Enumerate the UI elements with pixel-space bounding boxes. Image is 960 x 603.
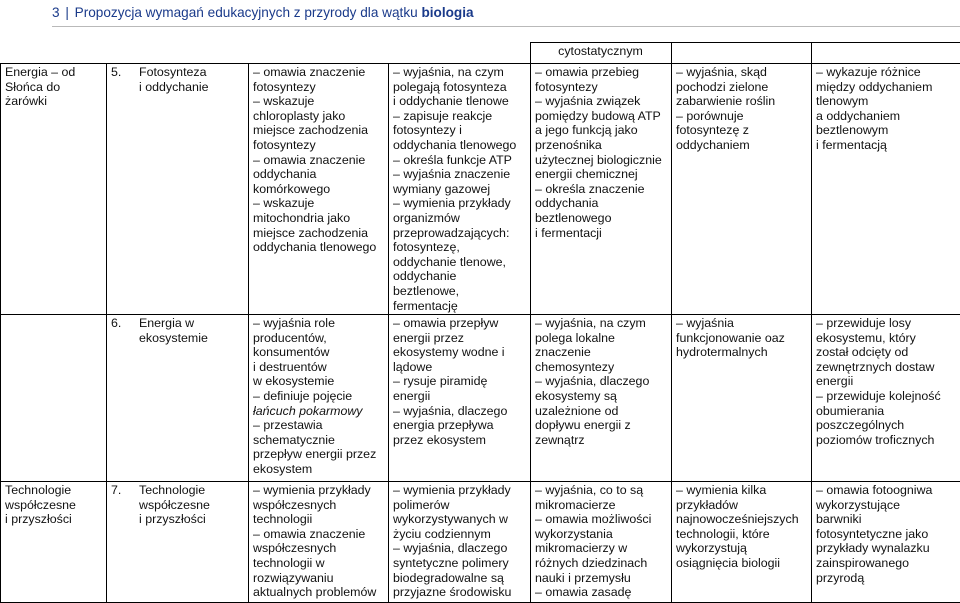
cell-line: – omawia przepływ <box>393 316 525 331</box>
table-row <box>1 64 960 315</box>
cell-line: życiu codziennym <box>393 527 525 542</box>
page-header <box>52 2 474 24</box>
cell-line: organizmów <box>393 211 525 226</box>
cell-line: energii <box>816 374 955 389</box>
cell-line: i przyszłości <box>5 512 101 527</box>
cell-line: biodegradowalne są <box>393 571 525 586</box>
cell-line: mikromacierze <box>535 498 666 513</box>
topic-cell <box>107 64 249 315</box>
cell-line: konsumentów <box>253 345 383 360</box>
cell-line: ekosystemie <box>139 331 227 346</box>
cell-line: wymiany gazowej <box>393 182 525 197</box>
cell-line: Energia w <box>139 316 227 331</box>
cell-line: technologii, które <box>676 527 806 542</box>
cell-line: – wymienia przykłady <box>393 483 525 498</box>
cell-line: – wyjaśnia znaczenie <box>393 167 525 182</box>
requirement-cell-excellent <box>812 64 960 315</box>
requirement-cell-extended <box>389 64 531 315</box>
cell-line: beztlenowym <box>816 123 955 138</box>
area-cell <box>1 64 107 315</box>
cell-line: użytecznej biologicznie <box>535 153 666 168</box>
cell-line: oddychania <box>535 196 666 211</box>
cell-line: hydrotermalnych <box>676 345 806 360</box>
cell-line: chloroplasty jako <box>253 109 383 124</box>
cell-line: a oddychaniem <box>816 109 955 124</box>
cell-line: technologii <box>253 512 383 527</box>
cell-line: i oddychanie <box>139 80 227 95</box>
cell-line: poziomów troficznych <box>816 433 955 448</box>
requirement-cell-basic <box>249 315 389 482</box>
requirement-cell-advanced <box>531 315 672 482</box>
cell-line: oddychaniem <box>676 138 806 153</box>
page-number: 3 <box>52 5 60 20</box>
cell-line: współczesne <box>139 498 227 513</box>
lesson-number: 5. <box>111 65 139 80</box>
cell-line: chemosyntezy <box>535 360 666 375</box>
cell-line: został odcięty od <box>816 345 955 360</box>
cell-line: fotosyntezy i <box>393 123 525 138</box>
cell-line: fermentację <box>393 299 525 314</box>
requirement-cell-basic <box>249 64 389 315</box>
lesson-topic <box>139 316 227 345</box>
cell-line: – przewiduje losy <box>816 316 955 331</box>
cell-line: zabarwienie roślin <box>676 94 806 109</box>
requirement-cell-excellent <box>812 482 960 603</box>
topic-cell <box>107 482 249 603</box>
cell-line: obumierania <box>816 404 955 419</box>
cell-line: – omawia znaczenie <box>253 527 383 542</box>
cell-line: – wyjaśnia, dlaczego <box>393 541 525 556</box>
cell-line: oddychania tlenowego <box>393 138 525 153</box>
cell-line: i oddychanie tlenowe <box>393 94 525 109</box>
cell-line: tlenowym <box>816 94 955 109</box>
cell-line: przeprowadzających: <box>393 226 525 241</box>
cell-line: – wyjaśnia, skąd <box>676 65 806 80</box>
cell-line: między oddychaniem <box>816 80 955 95</box>
cell-line: – wyjaśnia, na czym <box>535 316 666 331</box>
header-title-emphasis: biologia <box>421 5 473 20</box>
cell-line: fotosyntezy <box>253 138 383 153</box>
cell-line: – rysuje piramidę <box>393 374 525 389</box>
cell-line: oddychania tlenowego <box>253 240 383 255</box>
cell-line: fotosyntezę z <box>676 123 806 138</box>
cell-line: fotosyntezy <box>253 80 383 95</box>
cell-line: przenośnika <box>535 138 666 153</box>
continuation-cell: cytostatycznym <box>531 43 672 64</box>
cell-line: i destruentów <box>253 360 383 375</box>
cell-line: ekosystem <box>253 462 383 477</box>
cell-line: – omawia możliwości <box>535 512 666 527</box>
cell-line: osiągnięcia biologii <box>676 556 806 571</box>
lesson-topic <box>139 65 227 94</box>
cell-line: współczesnych <box>253 498 383 513</box>
area-cell <box>1 482 107 603</box>
lesson-number: 6. <box>111 316 139 331</box>
cell-line: – wyjaśnia, dlaczego <box>535 374 666 389</box>
cell-line: lądowe <box>393 360 525 375</box>
cell-line: energii <box>393 389 525 404</box>
cell-line: żarówki <box>5 94 101 109</box>
cell-line: Technologie <box>139 483 227 498</box>
lesson-number: 7. <box>111 483 139 498</box>
cell-line: polegają fotosynteza <box>393 80 525 95</box>
cell-line: polega lokalne <box>535 331 666 346</box>
cell-line: – wskazuje <box>253 94 383 109</box>
table-row <box>1 482 960 603</box>
cell-line: zewnętrznych dostaw <box>816 360 955 375</box>
cell-line: i przyszłości <box>139 512 227 527</box>
cell-line: poszczególnych <box>816 418 955 433</box>
cell-line: polimerów <box>393 498 525 513</box>
cell-line: wykorzystywanych w <box>393 512 525 527</box>
cell-line: Słońca do <box>5 80 101 95</box>
table-row <box>1 315 960 482</box>
cell-line: – wymienia kilka <box>676 483 806 498</box>
cell-line: – wyjaśnia, co to są <box>535 483 666 498</box>
cell-line: oddychanie tlenowe, <box>393 255 525 270</box>
cell-line: beztlenowego <box>535 211 666 226</box>
cell-line: przykładów <box>676 498 806 513</box>
cell-line: syntetyczne polimery <box>393 556 525 571</box>
cell-line: miejsce zachodzenia <box>253 123 383 138</box>
cell-line: – wyjaśnia <box>676 316 806 331</box>
cell-line: – przestawia <box>253 418 383 433</box>
cell-line: – określa funkcje ATP <box>393 153 525 168</box>
cell-line: rozwiązywaniu <box>253 571 383 586</box>
cell-line: ekosystemy wodne i <box>393 345 525 360</box>
cell-line: przepływ energii przez <box>253 447 383 462</box>
requirement-cell-complete <box>672 315 812 482</box>
cell-line: – przewiduje kolejność <box>816 389 955 404</box>
cell-line: energii chemicznej <box>535 167 666 182</box>
cell-line: mitochondria jako <box>253 211 383 226</box>
header-separator: | <box>65 5 69 20</box>
cell-line: energia przepływa <box>393 418 525 433</box>
cell-line: ekosystemy są <box>535 389 666 404</box>
requirement-cell-complete <box>672 64 812 315</box>
requirement-cell-advanced <box>531 482 672 603</box>
cell-line: różnych dziedzinach <box>535 556 666 571</box>
cell-line: beztlenowe, <box>393 284 525 299</box>
cell-line: komórkowego <box>253 182 383 197</box>
cell-line: funkcjonowanie oaz <box>676 331 806 346</box>
cell-line: fotosyntezy <box>535 80 666 95</box>
cell-line: – omawia zasadę <box>535 585 666 600</box>
cell-line: wykorzystują <box>676 541 806 556</box>
header-title: Propozycja wymagań edukacyjnych z przyrody dla wątku <box>75 5 418 20</box>
cell-line: oddychania <box>253 167 383 182</box>
cell-line: barwniki <box>816 512 955 527</box>
cell-line: aktualnych problemów <box>253 585 383 600</box>
cell-line: – zapisuje reakcje <box>393 109 525 124</box>
cell-line: Technologie <box>5 483 101 498</box>
cell-line: a jego funkcją jako <box>535 123 666 138</box>
cell-line: współczesnych <box>253 541 383 556</box>
cell-line: – wymienia przykłady <box>253 483 383 498</box>
cell-line: współczesne <box>5 498 101 513</box>
cell-line: zainspirowanego <box>816 556 955 571</box>
cell-line: znaczenie <box>535 345 666 360</box>
cell-line: – wskazuje <box>253 196 383 211</box>
cell-line: ekosystemu, który <box>816 331 955 346</box>
requirement-cell-excellent <box>812 315 960 482</box>
requirements-table <box>0 42 960 603</box>
cell-line: pomiędzy budową ATP <box>535 109 666 124</box>
cell-line: przykłady wynalazku <box>816 541 955 556</box>
cell-line: producentów, <box>253 331 383 346</box>
requirement-cell-extended <box>389 482 531 603</box>
requirement-cell-complete <box>672 482 812 603</box>
cell-line: łańcuch pokarmowy <box>253 404 383 419</box>
topic-cell <box>107 315 249 482</box>
cell-line: – omawia przebieg <box>535 65 666 80</box>
cell-line: miejsce zachodzenia <box>253 226 383 241</box>
cell-line: – wyjaśnia związek <box>535 94 666 109</box>
cell-line: najnowocześniejszych <box>676 512 806 527</box>
cell-line: – definiuje pojęcie <box>253 389 383 404</box>
cell-line: przez ekosystem <box>393 433 525 448</box>
continuation-row <box>1 43 960 64</box>
requirement-cell-basic <box>249 482 389 603</box>
cell-line: uzależnione od <box>535 404 666 419</box>
cell-line: Fotosynteza <box>139 65 227 80</box>
cell-line: przyjazne środowisku <box>393 585 525 600</box>
cell-line: – określa znaczenie <box>535 182 666 197</box>
continuation-blank <box>1 43 531 64</box>
cell-line: wykorzystania <box>535 527 666 542</box>
area-cell <box>1 315 107 482</box>
cell-line: dopływu energii z <box>535 418 666 433</box>
cell-line: – wyjaśnia role <box>253 316 383 331</box>
cell-line: i fermentacji <box>535 226 666 241</box>
requirement-cell-extended <box>389 315 531 482</box>
cell-line: – wymienia przykłady <box>393 196 525 211</box>
cell-line: zewnątrz <box>535 433 666 448</box>
cell-line: nauki i przemysłu <box>535 571 666 586</box>
requirement-cell-advanced <box>531 64 672 315</box>
cell-line: – wykazuje różnice <box>816 65 955 80</box>
cell-line: – wyjaśnia, na czym <box>393 65 525 80</box>
cell-line: – wyjaśnia, dlaczego <box>393 404 525 419</box>
cell-line: wykorzystujące <box>816 498 955 513</box>
cell-line: – omawia znaczenie <box>253 65 383 80</box>
cell-line: w ekosystemie <box>253 374 383 389</box>
cell-line: technologii w <box>253 556 383 571</box>
cell-line: – porównuje <box>676 109 806 124</box>
continuation-empty-cell <box>812 43 960 64</box>
header-rule <box>52 26 960 27</box>
cell-line: oddychanie <box>393 269 525 284</box>
lesson-topic <box>139 483 227 527</box>
cell-line: – omawia fotoogniwa <box>816 483 955 498</box>
cell-line: Energia – od <box>5 65 101 80</box>
cell-line: pochodzi zielone <box>676 80 806 95</box>
cell-line: mikromacierzy w <box>535 541 666 556</box>
cell-line: przyrodą <box>816 571 955 586</box>
cell-line: fotosyntezę, <box>393 240 525 255</box>
cell-line: i fermentacją <box>816 138 955 153</box>
cell-line: energii przez <box>393 331 525 346</box>
continuation-empty-cell <box>672 43 812 64</box>
cell-line: schematycznie <box>253 433 383 448</box>
cell-line: – omawia znaczenie <box>253 153 383 168</box>
cell-line: fotosyntetyczne jako <box>816 527 955 542</box>
